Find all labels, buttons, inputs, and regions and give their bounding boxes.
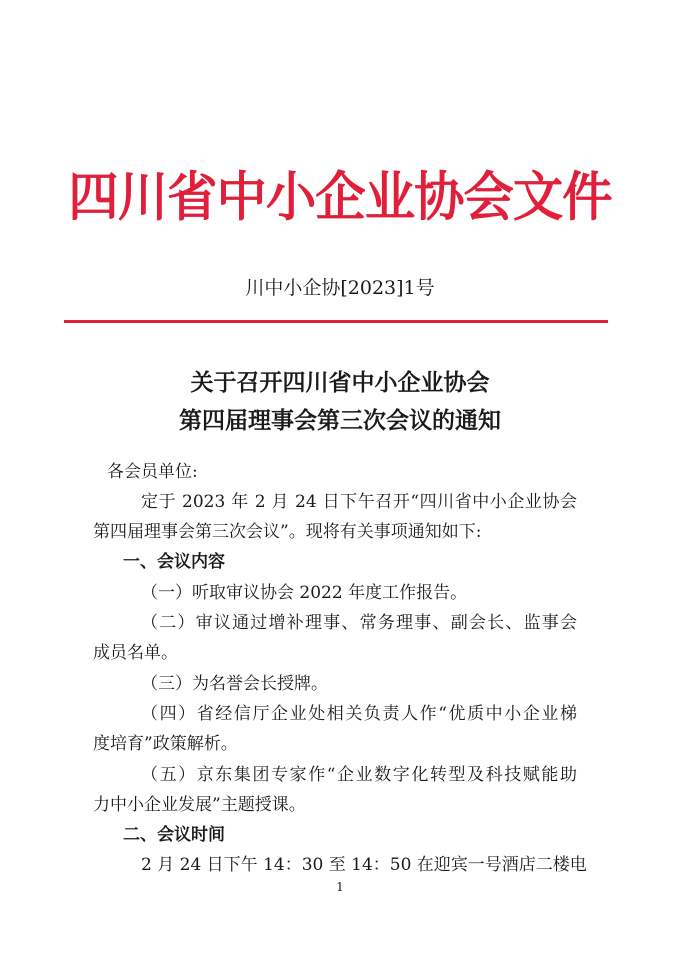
document-number: 川中小企协[2023]1号 — [245, 277, 435, 299]
item-4-line-1: （四）省经信厅企业处相关负责人作“优质中小企业梯 — [141, 704, 577, 724]
section-2-heading: 二、会议时间 — [123, 825, 225, 845]
section-1-heading: 一、会议内容 — [123, 552, 225, 572]
item-2-line-2: 成员名单。 — [93, 643, 178, 663]
item-2-line-1: （二）审议通过增补理事、常务理事、副会长、监事会 — [141, 613, 577, 633]
item-1: （一）听取审议协会 2022 年度工作报告。 — [141, 583, 468, 603]
notice-title-line-2: 第四届理事会第三次会议的通知 — [179, 407, 501, 434]
item-3: （三）为名誉会长授牌。 — [141, 674, 328, 694]
page-number: 1 — [336, 880, 344, 894]
salutation: 各会员单位: — [107, 462, 198, 482]
red-divider-rule — [64, 320, 608, 323]
intro-line-2: 第四届理事会第三次会议”。现将有关事项通知如下: — [93, 522, 482, 542]
notice-title-line-1: 关于召开四川省中小企业协会 — [190, 369, 490, 396]
intro-line-1: 定于 2023 年 2 月 24 日下午召开“四川省中小企业协会 — [141, 492, 577, 512]
time-line-1: 2 月 24 日下午 14：30 至 14：50 在迎宾一号酒店二楼电 — [141, 855, 587, 875]
item-5-line-2: 力中小企业发展”主题授课。 — [93, 795, 306, 815]
item-4-line-2: 度培育”政策解析。 — [93, 734, 238, 754]
org-header-title: 四川省中小企业协会文件 — [68, 167, 612, 228]
item-5-line-1: （五）京东集团专家作“企业数字化转型及科技赋能助 — [141, 765, 577, 785]
